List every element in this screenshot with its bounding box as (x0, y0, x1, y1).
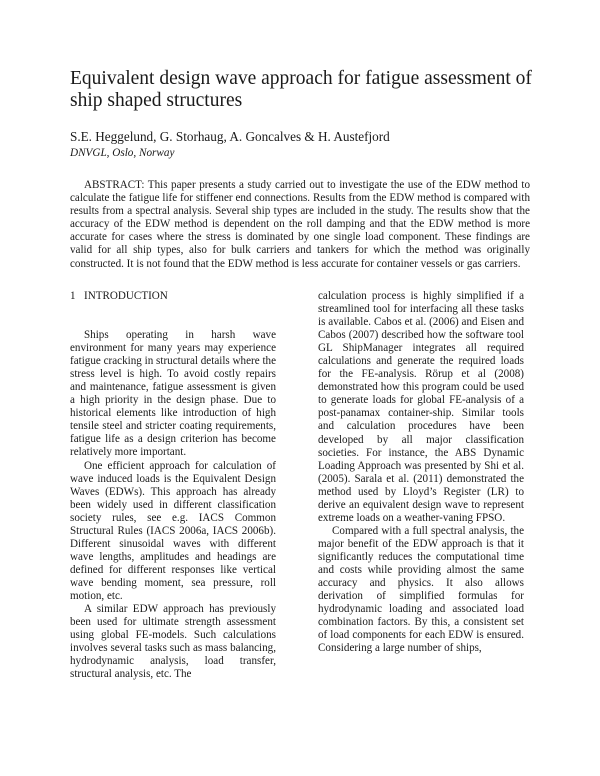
section-number: 1 (70, 290, 76, 302)
intro-paragraph-4: Compared with a full spectral analysis, the major benefit of the EDW approach is that it significantly reduces the computational time and costs while providing almost the same accuracy and physics. It also allows derivation of simplified formulas for hydrodynamic loading and associated load combination factors. By this, a consistent set of load components for each EDW is ensured. Considering a large number of ships, (318, 524, 524, 655)
intro-paragraph-2: One efficient approach for calculation of wave induced loads is the Equivalent Design Waves (EDWs). This approach has already been widely used in different classification society rules, see e.g. IACS Common Structural Rules (IACS 2006a, IACS 2006b). Different sinusoidal waves with different wave lengths, amplitudes and headings are defined for different responses like vertical wave bending moment, sea pressure, roll motion, etc. (70, 459, 276, 602)
intro-paragraph-1: Ships operating in harsh wave environment for many years may experience fatigue cracking in structural details where the stress level is high. To avoid costly repairs and maintenance, fatigue assessment is given a high priority in the design phase. Due to historical elements like introduction of high tensile steel and stricter coating requirements, fatigue life as a design criterion has become relatively more important. (70, 329, 276, 459)
paper-title: Equivalent design wave approach for fatigue assessment of ship shaped structures (70, 68, 532, 111)
section-title: INTRODUCTION (84, 290, 168, 302)
paper-authors: S.E. Heggelund, G. Storhaug, A. Goncalves & H. Austefjord (70, 129, 390, 144)
intro-paragraph-3: A similar EDW approach has previously been used for ultimate strength assessment using global FE-models. Such calculations involves several tasks such as mass balancing, hydrodynamic analysis, load transfer, structural analysis, etc. The (70, 603, 276, 681)
intro-paragraph-3-continued: calculation process is highly simplified if a streamlined tool for interfacing all these tasks is available. Cabos et al. (2006) and Eisen and Cabos (2007) described how the software tool GL ShipManager integrates all required calculations and generate the required loads for the FE-analysis. Rörup et al (2008) demonstrated how this program could be used to generate loads for global FE-analysis of a post-panamax container-ship. Similar tools and calculation procedures have been developed by all major classification societies. For instance, the ABS Dynamic Loading Approach was presented by Shi et al. (2005). Sarala et al. (2011) demonstrated the method used by Lloyd’s Register (LR) to derive an equivalent design wave to represent extreme loads on a weather-vaning FPSO. (318, 290, 524, 524)
right-column (318, 290, 524, 655)
left-column (70, 290, 276, 681)
section-heading (70, 290, 276, 303)
paper-abstract: ABSTRACT: This paper presents a study carried out to investigate the use of the EDW method to calculate the fatigue life for stiffener end connections. Results from the EDW method is compared with results from a spectral analysis. Several ship types are included in the study. The results show that the accuracy of the EDW method is dependent on the roll damping and that the EDW method is more accurate for cases where the stress is dominated by one single load component. These findings are valid for all ship types, also for bulk carriers and tankers for which the method was originally constructed. It is not found that the EDW method is less accurate for container vessels or gas carriers. (70, 179, 530, 270)
paper-affiliation: DNVGL, Oslo, Norway (70, 147, 175, 159)
